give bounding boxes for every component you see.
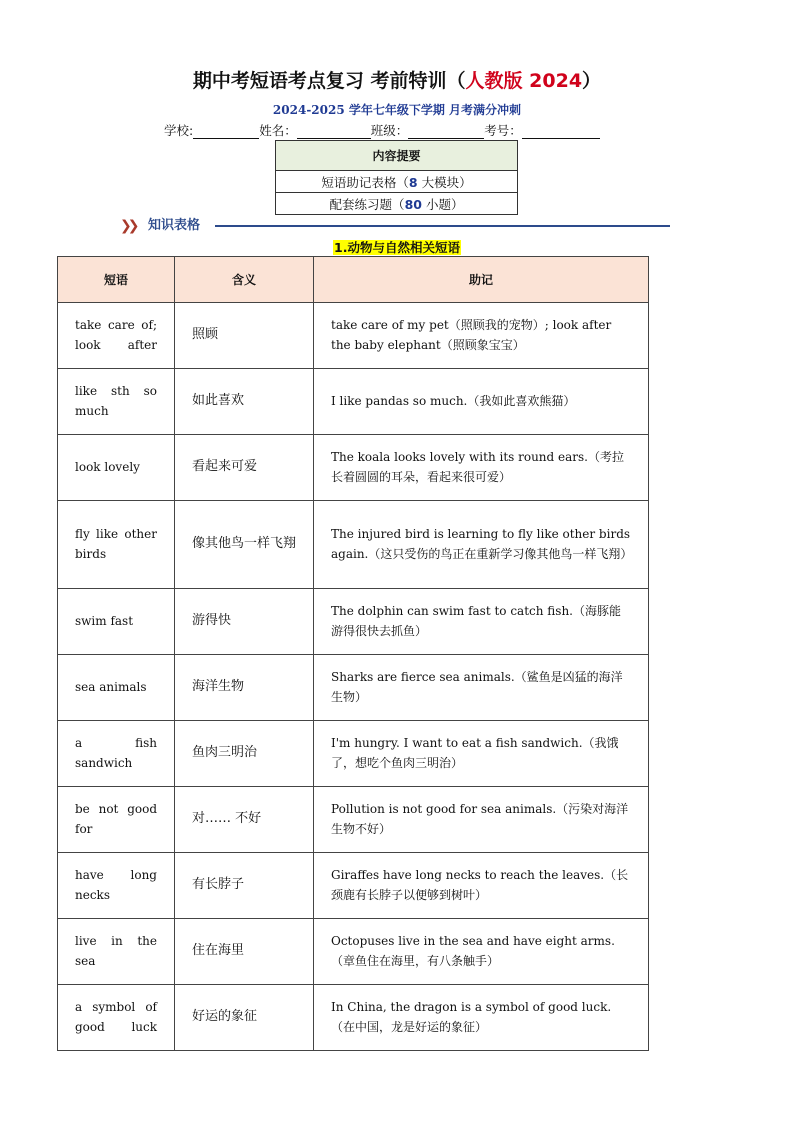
summary-heading: 内容提要 <box>276 141 518 171</box>
phrase-cell: swim fast <box>58 589 175 655</box>
phrase-cell: a fish sandwich <box>58 721 175 787</box>
meaning-cell: 对…… 不好 <box>175 787 314 853</box>
phrase-cell: like sth so much <box>58 369 175 435</box>
summary-row: 短语助记表格（8 大模块） <box>276 171 518 193</box>
section-divider <box>215 225 670 227</box>
table-row <box>58 985 649 1051</box>
memo-cell: Octopuses live in the sea and have eight arms.（章鱼住在海里，有八条触手） <box>314 919 649 985</box>
class-label: 班级： <box>370 123 409 138</box>
student-info-line <box>164 121 634 139</box>
meaning-cell: 照顾 <box>175 303 314 369</box>
memo-cell: The dolphin can swim fast to catch fish.（海豚能游得很快去抓鱼） <box>314 589 649 655</box>
title-end: ） <box>582 70 602 92</box>
meaning-cell: 有长脖子 <box>175 853 314 919</box>
meaning-cell: 如此喜欢 <box>175 369 314 435</box>
table-row <box>58 501 649 589</box>
title-main: 期中考短语考点复习 考前特训（ <box>192 70 466 92</box>
memo-cell: Sharks are fierce sea animals.（鲨鱼是凶猛的海洋生物） <box>314 655 649 721</box>
meaning-cell: 看起来可爱 <box>175 435 314 501</box>
memo-cell: take care of my pet（照顾我的宠物）; look after the baby elephant（照顾象宝宝） <box>314 303 649 369</box>
meaning-cell: 住在海里 <box>175 919 314 985</box>
content-summary-box <box>275 140 518 215</box>
table-row <box>58 787 649 853</box>
table-header-row <box>58 257 649 303</box>
table-row <box>58 721 649 787</box>
table-row <box>58 369 649 435</box>
summary-row: 配套练习题（80 小题） <box>276 193 518 215</box>
section-header <box>120 218 670 234</box>
header-meaning: 含义 <box>175 257 314 303</box>
meaning-cell: 游得快 <box>175 589 314 655</box>
phrase-cell: fly like other birds <box>58 501 175 589</box>
phrase-table <box>57 256 649 1051</box>
memo-cell: Pollution is not good for sea animals.（污染对海洋生物不好） <box>314 787 649 853</box>
meaning-cell: 鱼肉三明治 <box>175 721 314 787</box>
meaning-cell: 海洋生物 <box>175 655 314 721</box>
memo-cell: The koala looks lovely with its round ears.（考拉长着圆圆的耳朵，看起来很可爱） <box>314 435 649 501</box>
table-row <box>58 655 649 721</box>
memo-cell: Giraffes have long necks to reach the leaves.（长颈鹿有长脖子以便够到树叶） <box>314 853 649 919</box>
memo-cell: In China, the dragon is a symbol of good luck.（在中国，龙是好运的象征） <box>314 985 649 1051</box>
phrase-cell: sea animals <box>58 655 175 721</box>
table-row <box>58 435 649 501</box>
phrase-cell: take care of; look after <box>58 303 175 369</box>
exam-number-blank[interactable] <box>522 125 600 139</box>
school-label: 学校: <box>164 123 194 138</box>
phrase-cell: have long necks <box>58 853 175 919</box>
table-row <box>58 919 649 985</box>
title-edition: 人教版 2024 <box>465 70 583 92</box>
table-row <box>58 853 649 919</box>
page-title <box>0 66 794 93</box>
phrase-cell: a symbol of good luck <box>58 985 175 1051</box>
table-row <box>58 589 649 655</box>
section-label: 知识表格 <box>148 218 201 233</box>
memo-cell: The injured bird is learning to fly like other birds again.（这只受伤的鸟正在重新学习像其他鸟一样飞翔） <box>314 501 649 589</box>
class-blank[interactable] <box>408 125 484 139</box>
memo-cell: I like pandas so much.（我如此喜欢熊猫） <box>314 369 649 435</box>
memo-cell: I'm hungry. I want to eat a fish sandwich.（我饿了，想吃个鱼肉三明治） <box>314 721 649 787</box>
phrase-cell: be not good for <box>58 787 175 853</box>
phrase-cell: look lovely <box>58 435 175 501</box>
meaning-cell: 好运的象征 <box>175 985 314 1051</box>
double-chevron-icon: ❯❯ <box>120 218 136 234</box>
header-memo: 助记 <box>314 257 649 303</box>
table-row <box>58 303 649 369</box>
name-blank[interactable] <box>297 125 371 139</box>
name-label: 姓名： <box>259 123 297 138</box>
page-subtitle: 2024-2025 学年七年级下学期 月考满分冲刺 <box>272 103 522 117</box>
school-blank[interactable] <box>193 125 259 139</box>
header-phrase: 短语 <box>58 257 175 303</box>
phrase-cell: live in the sea <box>58 919 175 985</box>
exam-number-label: 考号： <box>484 123 522 138</box>
topic-heading: 1.动物与自然相关短语 <box>334 240 460 255</box>
meaning-cell: 像其他鸟一样飞翔 <box>175 501 314 589</box>
